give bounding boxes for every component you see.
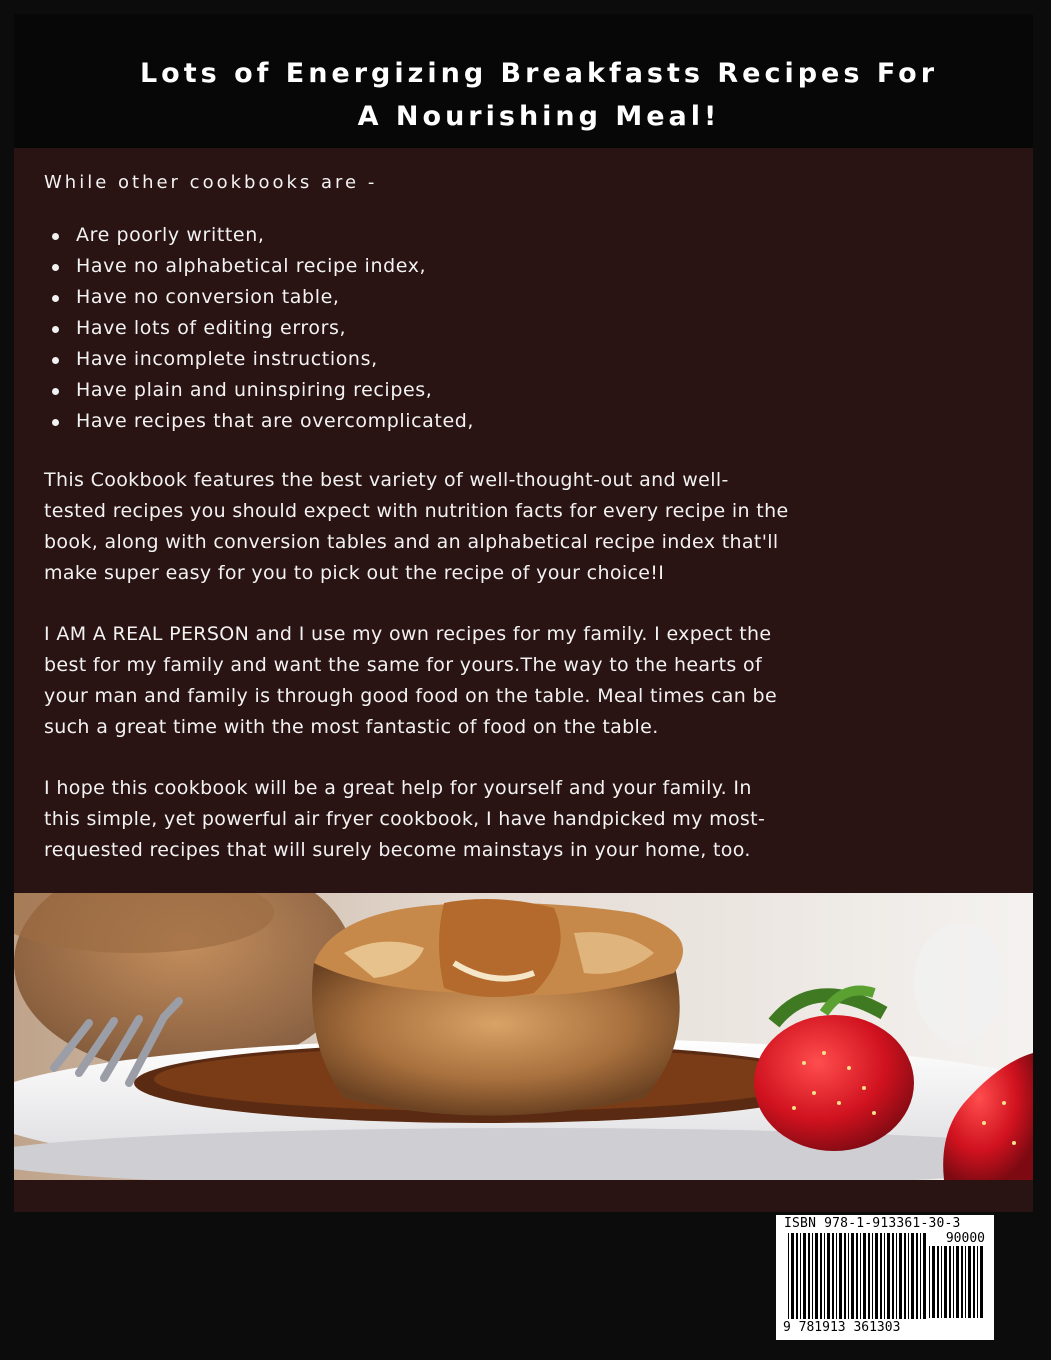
barcode-bar — [820, 1233, 822, 1319]
barcode-digits: 9 781913 361303 — [783, 1320, 901, 1335]
paragraph-line: book, along with conversion tables and an alphabetical recipe index that'll — [44, 531, 779, 553]
list-item-text: Have lots of editing errors, — [76, 317, 347, 339]
features-paragraph — [44, 465, 1004, 589]
barcode-bar — [923, 1233, 926, 1319]
barcode-bar — [812, 1233, 813, 1319]
closing-paragraph — [44, 773, 1004, 866]
paragraph-line: I AM A REAL PERSON and I use my own recipes for my family. I expect the — [44, 623, 772, 645]
list-item-text: Have no alphabetical recipe index, — [76, 255, 427, 277]
barcode-bar — [896, 1233, 897, 1319]
paragraph-line: make super easy for you to pick out the recipe of your choice!I — [44, 562, 665, 584]
barcode-bar — [916, 1233, 918, 1319]
list-item-text: Have incomplete instructions, — [76, 348, 378, 370]
bullet-icon — [52, 295, 59, 302]
barcode-bar — [956, 1246, 959, 1318]
barcode-bar — [965, 1246, 966, 1318]
barcode-bar — [911, 1233, 914, 1319]
bullet-icon — [52, 419, 59, 426]
bullet-icon — [52, 388, 59, 395]
barcode-bar — [803, 1233, 806, 1319]
list-item-text: Have plain and uninspiring recipes, — [76, 379, 433, 401]
title-line-2: A Nourishing Meal! — [357, 101, 721, 132]
paragraph-line: This Cookbook features the best variety of well-thought-out and well- — [44, 469, 729, 491]
paragraph-line: your man and family is through good food on the table. Meal times can be — [44, 685, 777, 707]
barcode-bar — [824, 1233, 825, 1319]
barcode-bar — [827, 1233, 830, 1319]
barcode-bar — [875, 1233, 878, 1319]
barcode-bar — [788, 1233, 789, 1319]
paragraph-line: such a great time with the most fantastic of food on the table. — [44, 716, 659, 738]
barcode-bar — [860, 1233, 861, 1319]
list-item — [44, 313, 474, 344]
bullet-icon — [52, 264, 59, 271]
isbn-label: ISBN 978-1-913361-30-3 — [784, 1216, 961, 1231]
barcode-bar — [908, 1233, 909, 1319]
barcode-bar — [844, 1233, 846, 1319]
list-item — [44, 344, 474, 375]
barcode-bar — [848, 1233, 849, 1319]
title-line-1: Lots of Energizing Breakfasts Recipes For — [139, 58, 939, 89]
barcode-bar — [863, 1233, 866, 1319]
list-item — [44, 282, 474, 313]
isbn-barcode — [776, 1215, 994, 1340]
list-item — [44, 251, 474, 282]
intro-text: While other cookbooks are - — [44, 172, 378, 193]
barcode-bar — [968, 1246, 971, 1318]
barcode-bar — [929, 1246, 930, 1318]
barcode-bar — [953, 1246, 954, 1318]
barcode-bar — [892, 1233, 894, 1319]
barcode-bar — [815, 1233, 818, 1319]
paragraph-line: this simple, yet powerful air fryer cookbook, I have handpicked my most- — [44, 808, 766, 830]
bullet-icon — [52, 357, 59, 364]
barcode-bar — [932, 1246, 935, 1318]
barcode-bar — [973, 1246, 975, 1318]
barcode-bar — [800, 1233, 801, 1319]
barcode-bar — [868, 1233, 870, 1319]
barcode-bar — [977, 1246, 978, 1318]
barcode-bar — [796, 1233, 798, 1319]
barcode-bar — [872, 1233, 873, 1319]
barcode-bar — [884, 1233, 885, 1319]
list-item-text: Have no conversion table, — [76, 286, 340, 308]
barcode-bar — [832, 1233, 834, 1319]
barcode-bar — [941, 1246, 942, 1318]
barcode-addon-bars — [929, 1246, 985, 1318]
barcode-bar — [851, 1233, 854, 1319]
barcode-bar — [808, 1233, 810, 1319]
barcode-bar — [887, 1233, 890, 1319]
barcode-bar — [836, 1233, 837, 1319]
list-item-text: Have recipes that are overcomplicated, — [76, 410, 475, 432]
paragraph-line: tested recipes you should expect with nutrition facts for every recipe in the — [44, 500, 789, 522]
barcode-bar — [961, 1246, 963, 1318]
paragraph-line: I hope this cookbook will be a great help for yourself and your family. In — [44, 777, 752, 799]
barcode-bar — [937, 1246, 939, 1318]
list-item — [44, 375, 474, 406]
barcode-bars — [788, 1233, 926, 1325]
price-code: 90000 — [945, 1231, 985, 1246]
barcode-bar — [856, 1233, 858, 1319]
complaint-list — [44, 220, 474, 437]
french-toast-muffin-photo — [14, 893, 1033, 1180]
barcode-bar — [920, 1233, 921, 1319]
barcode-bar — [839, 1233, 842, 1319]
barcode-bar — [949, 1246, 951, 1318]
title-band — [14, 14, 1033, 148]
barcode-bar — [880, 1233, 882, 1319]
author-paragraph — [44, 619, 1004, 743]
barcode-bar — [904, 1233, 906, 1319]
bullet-icon — [52, 326, 59, 333]
list-item-text: Are poorly written, — [76, 224, 265, 246]
barcode-bar — [944, 1246, 947, 1318]
list-item — [44, 220, 474, 251]
paragraph-line: best for my family and want the same for yours.The way to the hearts of — [44, 654, 763, 676]
food-photo-illustration — [14, 893, 1033, 1180]
barcode-bar — [899, 1233, 902, 1319]
bullet-icon — [52, 233, 59, 240]
cover-title — [0, 52, 1051, 138]
paragraph-line: requested recipes that will surely become mainstays in your home, too. — [44, 839, 751, 861]
list-item — [44, 406, 474, 437]
barcode-bar — [791, 1233, 794, 1319]
barcode-bar — [980, 1246, 983, 1318]
